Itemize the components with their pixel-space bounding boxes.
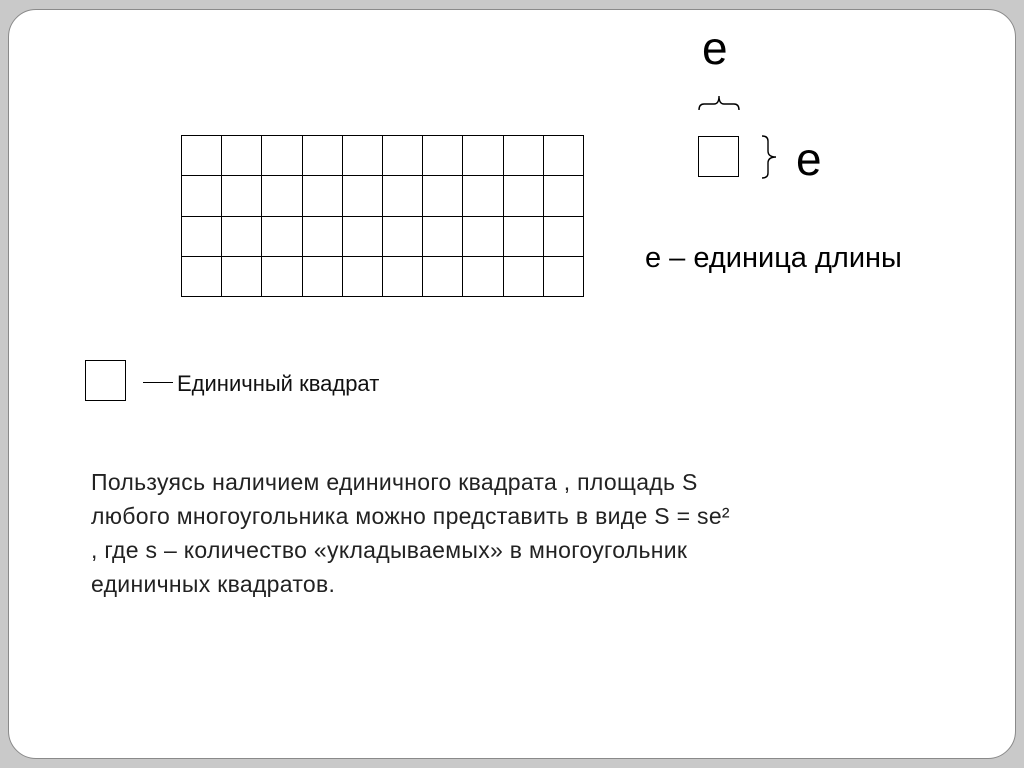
grid-cell xyxy=(463,217,503,257)
grid-cell xyxy=(182,217,222,257)
grid-cell xyxy=(504,176,544,216)
grid-cell xyxy=(504,136,544,176)
grid-cell xyxy=(343,136,383,176)
grid-cell xyxy=(222,176,262,216)
grid-cell xyxy=(463,176,503,216)
grid-cell xyxy=(262,217,302,257)
grid-cell xyxy=(262,257,302,297)
vertical-brace xyxy=(760,135,784,179)
unit-square-e xyxy=(698,136,739,177)
grid-cell xyxy=(343,217,383,257)
grid-cell xyxy=(222,257,262,297)
legend-unit-square xyxy=(85,360,126,401)
grid-cell xyxy=(423,257,463,297)
grid-cell xyxy=(343,257,383,297)
slide xyxy=(8,9,1016,759)
grid-cell xyxy=(383,176,423,216)
unit-square-grid xyxy=(181,135,584,297)
grid-cell xyxy=(544,257,584,297)
grid-cell xyxy=(182,176,222,216)
grid-cell xyxy=(504,217,544,257)
horizontal-brace xyxy=(698,90,740,114)
paragraph-line: , где s – количество «укладываемых» в многоугольник xyxy=(91,537,688,563)
grid-cell xyxy=(222,136,262,176)
grid-cell xyxy=(383,217,423,257)
grid-cell xyxy=(303,176,343,216)
legend-dash xyxy=(143,382,173,383)
grid-cell xyxy=(303,257,343,297)
paragraph-line: единичных квадратов. xyxy=(91,571,336,597)
grid-cell xyxy=(303,136,343,176)
unit-length-symbol-top: e xyxy=(702,22,728,74)
grid-cell xyxy=(423,136,463,176)
grid-cell xyxy=(544,217,584,257)
unit-length-symbol-right: e xyxy=(796,133,822,185)
grid-cell xyxy=(222,217,262,257)
grid-cell xyxy=(383,136,423,176)
grid-cell xyxy=(463,136,503,176)
grid-cell xyxy=(182,257,222,297)
grid-cell xyxy=(423,176,463,216)
grid-cell xyxy=(463,257,503,297)
paragraph-line: Пользуясь наличием единичного квадрата , площадь S xyxy=(91,469,698,495)
grid-cell xyxy=(383,257,423,297)
unit-length-caption: e – единица длины xyxy=(645,242,902,274)
explanation-paragraph xyxy=(91,465,911,601)
paragraph-line: любого многоугольника можно представить в виде S = se² xyxy=(91,503,730,529)
grid-cell xyxy=(343,176,383,216)
legend-unit-square-label: Единичный квадрат xyxy=(177,371,380,396)
grid-cell xyxy=(544,176,584,216)
grid-cell xyxy=(544,136,584,176)
grid-cell xyxy=(262,176,302,216)
grid-cell xyxy=(504,257,544,297)
grid-cell xyxy=(262,136,302,176)
grid-cell xyxy=(182,136,222,176)
grid-cell xyxy=(423,217,463,257)
grid-cell xyxy=(303,217,343,257)
